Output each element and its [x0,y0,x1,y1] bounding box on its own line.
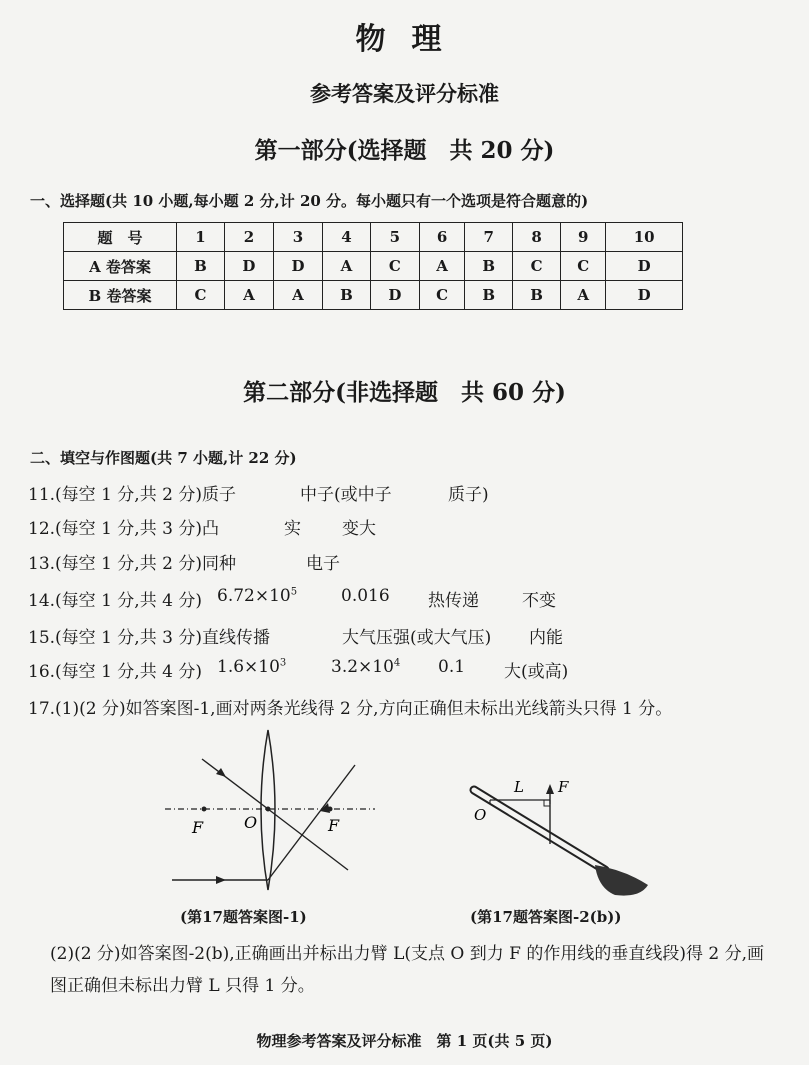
table-row-a [64,252,683,281]
arrow-icon [216,876,226,884]
shovel-lever-diagram [460,770,660,905]
label-o: O [474,806,487,824]
label-f-left: F [192,818,204,837]
table-cell: A [224,281,273,310]
table-cell: 5 [370,223,419,252]
label-f-right: F [328,816,340,835]
q16-prefix: 16.(每空 1 分,共 4 分) [28,662,202,682]
table-cell: 1 [177,223,225,252]
q13-prefix: 13.(每空 1 分,共 2 分)同种 [28,554,236,574]
table-cell: D [606,281,683,310]
table-cell: A [273,281,322,310]
q14-answer-4: 不变 [522,591,556,611]
table-cell: D [224,252,273,281]
table-cell: 6 [419,223,464,252]
part2-heading: 第二部分(非选择题 共 60 分) [243,379,566,406]
q14-answer-1 [217,586,297,606]
table-cell: 7 [465,223,513,252]
arrow-icon [216,768,226,777]
q16-answer-2 [331,657,400,677]
q15-prefix: 15.(每空 1 分,共 3 分)直线传播 [28,628,270,648]
q14-prefix: 14.(每空 1 分,共 4 分) [28,591,202,611]
answer-table [63,222,683,310]
q16-answer-1-exp: 3 [279,657,287,669]
page-footer: 物理参考答案及评分标准 第 1 页(共 5 页) [256,1032,553,1050]
table-cell: A [322,252,370,281]
table-header-cell: 题 号 [64,223,177,252]
table-cell: A [419,252,464,281]
table-cell: A [561,281,606,310]
q11-prefix: 11.(每空 1 分,共 2 分)质子 [28,485,236,505]
table-cell: 9 [561,223,606,252]
q12-answer-2: 实 [284,519,301,539]
section1-heading: 一、选择题(共 10 小题,每小题 2 分,计 20 分。每小题只有一个选项是符合题意的) [30,192,589,210]
q15-answer-2: 大气压强(或大气压) [342,628,492,648]
table-cell: 10 [606,223,683,252]
table-cell: 3 [273,223,322,252]
table-row-label: A 卷答案 [64,252,177,281]
table-cell: 4 [322,223,370,252]
q14-answer-1-exp: 5 [290,586,298,598]
table-cell: B [322,281,370,310]
arrow-icon [546,784,554,794]
focal-point-right [328,807,333,812]
table-row-b [64,281,683,310]
q15-answer-3: 内能 [529,628,563,648]
table-row-numbers [64,223,683,252]
refracted-ray-2 [268,765,355,880]
table-cell: B [465,281,513,310]
table-cell: C [370,252,419,281]
q16-answer-2-exp: 4 [393,657,401,669]
shovel-blade [595,865,648,896]
table-cell: C [419,281,464,310]
q12-prefix: 12.(每空 1 分,共 3 分)凸 [28,519,219,539]
q16-answer-1 [217,657,286,677]
q16-answer-2-base: 3.2×10 [331,657,394,677]
table-cell: B [465,252,513,281]
optical-center [266,807,271,812]
label-f: F [558,778,569,796]
q13-answer-2: 电子 [306,554,340,574]
section2-heading: 二、填空与作图题(共 7 小题,计 22 分) [30,449,297,467]
table-cell: D [370,281,419,310]
q14-answer-3: 热传递 [428,591,479,611]
right-angle-mark [544,800,550,806]
lens-diagram [160,725,390,900]
figure-1-caption: (第17题答案图-1) [180,908,307,926]
incident-ray-1 [202,759,268,809]
table-cell: 8 [513,223,561,252]
q11-answer-3: 质子) [448,485,489,505]
table-cell: C [561,252,606,281]
shovel-handle-inner [474,790,605,870]
label-l: L [514,778,524,796]
table-cell: 2 [224,223,273,252]
q16-answer-1-base: 1.6×10 [217,657,280,677]
table-cell: C [513,252,561,281]
question-17-part2: (2)(2 分)如答案图-2(b),正确画出并标出力臂 L(支点 O 到力 F 的作用线的垂直线段)得 2 分,画图正确但未标出力臂 L 只得 1 分。 [50,944,765,997]
page-title: 物理 [355,22,468,57]
part1-heading: 第一部分(选择题 共 20 分) [254,137,555,164]
q14-answer-2: 0.016 [341,586,390,606]
figure-2-caption: (第17题答案图-2(b)) [470,908,622,926]
table-cell: B [177,252,225,281]
page-subtitle: 参考答案及评分标准 [310,81,499,106]
table-cell: D [273,252,322,281]
question-17-part1: 17.(1)(2 分)如答案图-1,画对两条光线得 2 分,方向正确但未标出光线箭头只得 1 分。 [28,699,673,719]
q14-answer-1-base: 6.72×10 [217,586,291,606]
table-cell: C [177,281,225,310]
table-row-label: B 卷答案 [64,281,177,310]
table-cell: D [606,252,683,281]
table-cell: B [513,281,561,310]
label-o: O [244,813,258,832]
q16-answer-4: 大(或高) [504,662,569,682]
q11-answer-2: 中子(或中子 [300,485,392,505]
q12-answer-3: 变大 [342,519,376,539]
q16-answer-3: 0.1 [438,657,466,677]
focal-point-left [202,807,207,812]
